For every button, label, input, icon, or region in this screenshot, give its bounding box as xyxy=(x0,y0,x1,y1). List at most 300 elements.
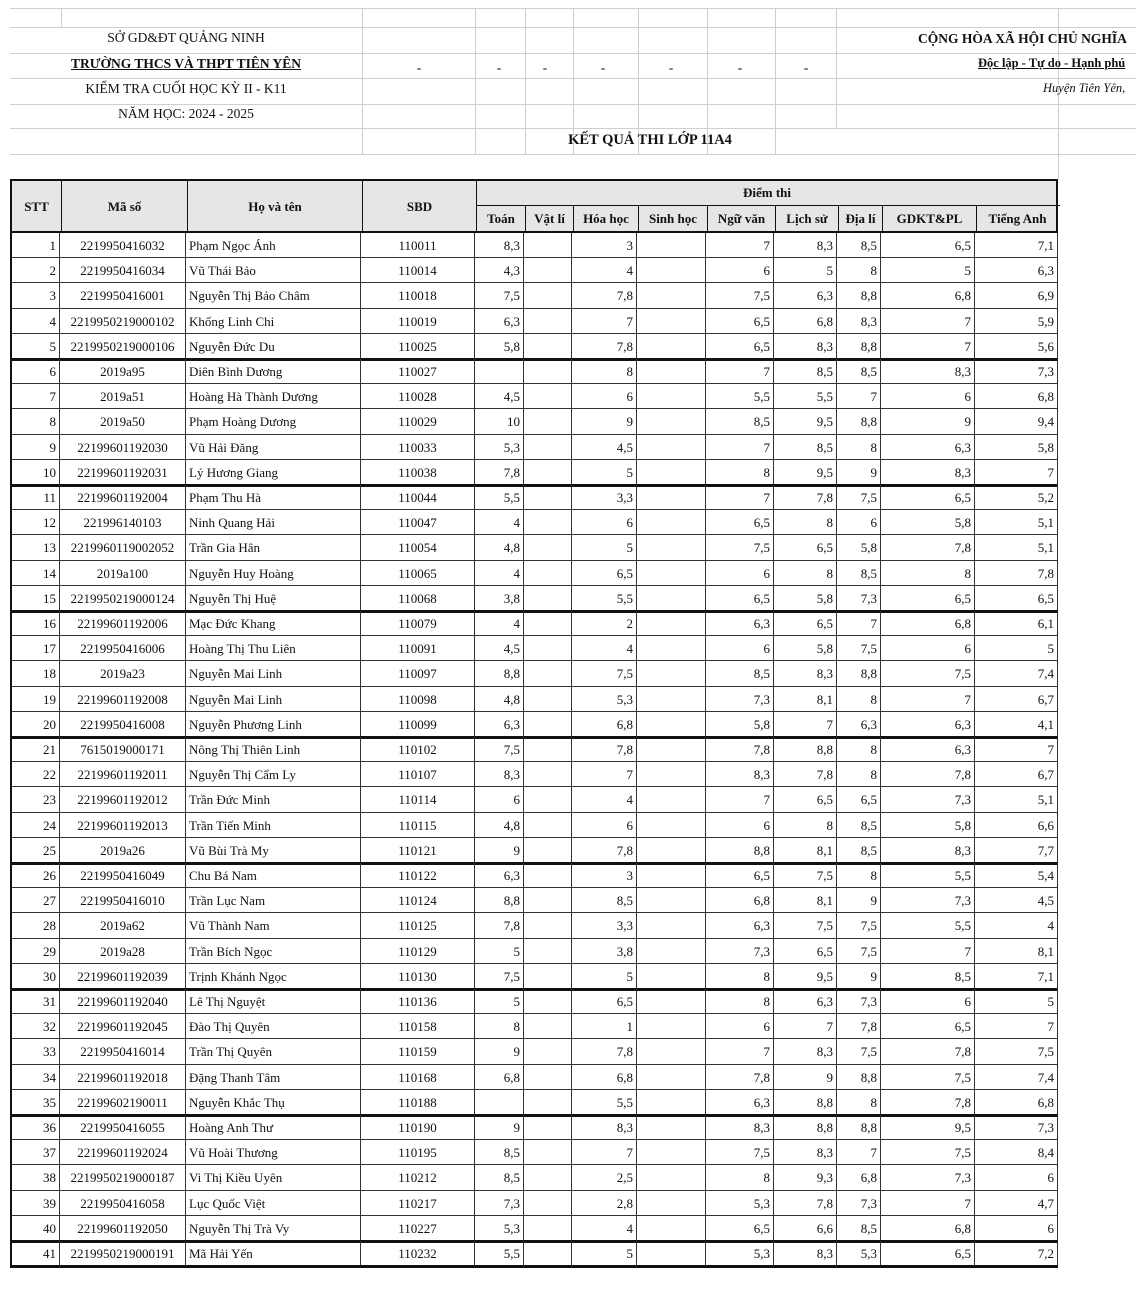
cell-history: 7,8 xyxy=(774,762,837,787)
cell-student-id: 2219950416049 xyxy=(60,863,186,888)
cell-physics xyxy=(524,510,572,535)
cell-physics xyxy=(524,838,572,863)
cell-history: 6,8 xyxy=(774,309,837,334)
cell-sbd: 110168 xyxy=(361,1065,475,1090)
cell-physics xyxy=(524,888,572,913)
cell-physics xyxy=(524,1165,572,1190)
cell-chemistry: 2 xyxy=(572,611,637,636)
cell-biology xyxy=(637,435,706,460)
cell-civics: 7 xyxy=(881,1191,975,1216)
cell-chemistry: 7,5 xyxy=(572,661,637,686)
cell-sbd: 110097 xyxy=(361,661,475,686)
table-row xyxy=(10,838,1058,863)
cell-history: 5,5 xyxy=(774,384,837,409)
cell-geography: 6 xyxy=(837,510,881,535)
cell-full-name: Nguyễn Thị Bảo Châm xyxy=(186,283,361,308)
cell-english: 4,1 xyxy=(975,712,1058,737)
cell-english: 9,4 xyxy=(975,409,1058,434)
cell-physics xyxy=(524,611,572,636)
cell-sbd: 110025 xyxy=(361,334,475,359)
cell-physics xyxy=(524,1014,572,1039)
cell-english: 5,1 xyxy=(975,787,1058,812)
cell-geography: 9 xyxy=(837,460,881,485)
cell-geography: 8,8 xyxy=(837,283,881,308)
cell-geography: 8,5 xyxy=(837,813,881,838)
cell-english: 5,8 xyxy=(975,435,1058,460)
table-row xyxy=(10,1065,1058,1090)
cell-geography: 7,5 xyxy=(837,913,881,938)
cell-literature: 8 xyxy=(706,1165,774,1190)
cell-chemistry: 2,5 xyxy=(572,1165,637,1190)
table-row xyxy=(10,561,1058,586)
cell-student-id: 2219960119002052 xyxy=(60,535,186,560)
cell-literature: 7,3 xyxy=(706,687,774,712)
table-row xyxy=(10,384,1058,409)
cell-sbd: 110188 xyxy=(361,1090,475,1115)
table-row xyxy=(10,535,1058,560)
cell-geography: 7,5 xyxy=(837,636,881,661)
cell-sbd: 110038 xyxy=(361,460,475,485)
cell-stt: 2 xyxy=(10,258,60,283)
cell-full-name: Lý Hương Giang xyxy=(186,460,361,485)
cell-history: 8,3 xyxy=(774,1140,837,1165)
cell-civics: 7,5 xyxy=(881,661,975,686)
cell-chemistry: 9 xyxy=(572,409,637,434)
table-row xyxy=(10,863,1058,888)
cell-geography: 8,8 xyxy=(837,334,881,359)
table-row xyxy=(10,359,1058,384)
table-row xyxy=(10,888,1058,913)
cell-english: 4,7 xyxy=(975,1191,1058,1216)
table-row xyxy=(10,611,1058,636)
cell-physics xyxy=(524,1039,572,1064)
cell-chemistry: 5 xyxy=(572,1241,637,1266)
dash-mark: - xyxy=(416,60,422,75)
cell-stt: 22 xyxy=(10,762,60,787)
cell-math: 4 xyxy=(475,561,524,586)
cell-sbd: 110121 xyxy=(361,838,475,863)
cell-geography: 7,3 xyxy=(837,1191,881,1216)
cell-history: 6,5 xyxy=(774,611,837,636)
cell-english: 4,5 xyxy=(975,888,1058,913)
cell-full-name: Trần Bích Ngọc xyxy=(186,939,361,964)
cell-civics: 7,8 xyxy=(881,535,975,560)
cell-civics: 9,5 xyxy=(881,1115,975,1140)
table-row xyxy=(10,334,1058,359)
cell-literature: 7 xyxy=(706,1039,774,1064)
cell-stt: 33 xyxy=(10,1039,60,1064)
cell-stt: 29 xyxy=(10,939,60,964)
cell-student-id: 2019a51 xyxy=(60,384,186,409)
grid-line xyxy=(10,154,1136,155)
cell-math: 5,8 xyxy=(475,334,524,359)
cell-math: 3,8 xyxy=(475,586,524,611)
cell-sbd: 110054 xyxy=(361,535,475,560)
cell-sbd: 110195 xyxy=(361,1140,475,1165)
cell-biology xyxy=(637,334,706,359)
cell-literature: 6,8 xyxy=(706,888,774,913)
cell-sbd: 110158 xyxy=(361,1014,475,1039)
cell-math: 5,5 xyxy=(475,485,524,510)
cell-stt: 32 xyxy=(10,1014,60,1039)
cell-sbd: 110114 xyxy=(361,787,475,812)
cell-stt: 16 xyxy=(10,611,60,636)
cell-math: 4,8 xyxy=(475,813,524,838)
cell-history: 7,8 xyxy=(774,1191,837,1216)
table-row xyxy=(10,762,1058,787)
cell-physics xyxy=(524,989,572,1014)
cell-biology xyxy=(637,359,706,384)
school-year: NĂM HỌC: 2024 - 2025 xyxy=(118,106,254,121)
cell-physics xyxy=(524,712,572,737)
cell-physics xyxy=(524,1241,572,1266)
cell-history: 7,8 xyxy=(774,485,837,510)
dash-mark: - xyxy=(737,60,743,75)
cell-physics xyxy=(524,964,572,989)
cell-biology xyxy=(637,283,706,308)
cell-geography: 8,5 xyxy=(837,838,881,863)
table-row xyxy=(10,586,1058,611)
cell-physics xyxy=(524,787,572,812)
cell-geography: 8 xyxy=(837,435,881,460)
cell-literature: 7 xyxy=(706,359,774,384)
cell-physics xyxy=(524,485,572,510)
cell-biology xyxy=(637,712,706,737)
cell-history: 8 xyxy=(774,813,837,838)
cell-student-id: 2019a100 xyxy=(60,561,186,586)
cell-chemistry: 7,8 xyxy=(572,334,637,359)
cell-student-id: 2219950219000102 xyxy=(60,309,186,334)
cell-literature: 6 xyxy=(706,561,774,586)
cell-civics: 8,3 xyxy=(881,838,975,863)
cell-math: 9 xyxy=(475,838,524,863)
cell-civics: 5,8 xyxy=(881,510,975,535)
cell-biology xyxy=(637,1115,706,1140)
page-title: KẾT QUẢ THI LỚP 11A4 xyxy=(568,132,732,148)
cell-chemistry: 7 xyxy=(572,762,637,787)
header-physics: Vật lí xyxy=(534,211,565,226)
table-row xyxy=(10,233,1058,258)
header-english: Tiếng Anh xyxy=(988,211,1047,226)
cell-english: 5,1 xyxy=(975,510,1058,535)
cell-literature: 7 xyxy=(706,233,774,258)
cell-sbd: 110107 xyxy=(361,762,475,787)
cell-history: 9 xyxy=(774,1065,837,1090)
cell-english: 8,1 xyxy=(975,939,1058,964)
cell-stt: 14 xyxy=(10,561,60,586)
cell-full-name: Nguyễn Mai Linh xyxy=(186,687,361,712)
cell-stt: 5 xyxy=(10,334,60,359)
cell-sbd: 110065 xyxy=(361,561,475,586)
cell-geography: 5,3 xyxy=(837,1241,881,1266)
cell-physics xyxy=(524,384,572,409)
cell-geography: 6,5 xyxy=(837,787,881,812)
cell-full-name: Vi Thị Kiều Uyên xyxy=(186,1165,361,1190)
cell-history: 6,5 xyxy=(774,535,837,560)
cell-physics xyxy=(524,409,572,434)
cell-full-name: Đào Thị Quyên xyxy=(186,1014,361,1039)
table-row xyxy=(10,409,1058,434)
cell-physics xyxy=(524,737,572,762)
cell-civics: 6,8 xyxy=(881,283,975,308)
cell-literature: 8 xyxy=(706,989,774,1014)
cell-literature: 7,8 xyxy=(706,737,774,762)
cell-geography: 8 xyxy=(837,863,881,888)
cell-student-id: 221996140103 xyxy=(60,510,186,535)
cell-history: 8,3 xyxy=(774,233,837,258)
cell-student-id: 22199601192050 xyxy=(60,1216,186,1241)
cell-math: 7,3 xyxy=(475,1191,524,1216)
cell-student-id: 2219950219000191 xyxy=(60,1241,186,1266)
table-row xyxy=(10,485,1058,510)
cell-student-id: 22199601192030 xyxy=(60,435,186,460)
cell-literature: 8,8 xyxy=(706,838,774,863)
cell-physics xyxy=(524,283,572,308)
cell-history: 8,1 xyxy=(774,838,837,863)
cell-student-id: 22199601192045 xyxy=(60,1014,186,1039)
cell-stt: 3 xyxy=(10,283,60,308)
cell-full-name: Mạc Đức Khang xyxy=(186,611,361,636)
cell-civics: 8,5 xyxy=(881,964,975,989)
cell-civics: 6 xyxy=(881,384,975,409)
cell-math: 8,5 xyxy=(475,1165,524,1190)
cell-english: 5,4 xyxy=(975,863,1058,888)
cell-geography: 8 xyxy=(837,762,881,787)
cell-student-id: 22199601192024 xyxy=(60,1140,186,1165)
dash-mark: - xyxy=(600,60,606,75)
cell-english: 7,7 xyxy=(975,838,1058,863)
cell-sbd: 110018 xyxy=(361,283,475,308)
cell-chemistry: 4 xyxy=(572,636,637,661)
cell-geography: 7,8 xyxy=(837,1014,881,1039)
cell-civics: 7 xyxy=(881,687,975,712)
cell-civics: 6,5 xyxy=(881,586,975,611)
cell-sbd: 110014 xyxy=(361,258,475,283)
cell-literature: 8,5 xyxy=(706,661,774,686)
cell-sbd: 110217 xyxy=(361,1191,475,1216)
cell-student-id: 2019a28 xyxy=(60,939,186,964)
cell-geography: 7 xyxy=(837,1140,881,1165)
header-sbd: SBD xyxy=(406,199,433,214)
cell-english: 7 xyxy=(975,1014,1058,1039)
cell-chemistry: 3,3 xyxy=(572,485,637,510)
cell-biology xyxy=(637,1165,706,1190)
cell-student-id: 2219950416008 xyxy=(60,712,186,737)
cell-geography: 8 xyxy=(837,737,881,762)
table-row xyxy=(10,1140,1058,1165)
cell-english: 7,5 xyxy=(975,1039,1058,1064)
cell-english: 7,2 xyxy=(975,1241,1058,1266)
cell-student-id: 22199601192004 xyxy=(60,485,186,510)
cell-physics xyxy=(524,258,572,283)
cell-math: 5,3 xyxy=(475,1216,524,1241)
cell-history: 5,8 xyxy=(774,636,837,661)
cell-literature: 6,5 xyxy=(706,334,774,359)
dash-mark: - xyxy=(803,60,809,75)
table-row xyxy=(10,435,1058,460)
table-header xyxy=(10,179,1058,233)
cell-student-id: 2019a95 xyxy=(60,359,186,384)
cell-civics: 5,5 xyxy=(881,863,975,888)
cell-biology xyxy=(637,535,706,560)
cell-civics: 7,8 xyxy=(881,1090,975,1115)
cell-sbd: 110068 xyxy=(361,586,475,611)
cell-literature: 8,3 xyxy=(706,762,774,787)
cell-biology xyxy=(637,1216,706,1241)
cell-history: 6,3 xyxy=(774,989,837,1014)
cell-student-id: 2219950416058 xyxy=(60,1191,186,1216)
cell-physics xyxy=(524,1191,572,1216)
cell-full-name: Nguyễn Thị Trà Vy xyxy=(186,1216,361,1241)
cell-civics: 8,3 xyxy=(881,359,975,384)
header-student-id: Mã số xyxy=(107,199,142,214)
cell-history: 7 xyxy=(774,712,837,737)
table-row xyxy=(10,460,1058,485)
cell-sbd: 110019 xyxy=(361,309,475,334)
cell-stt: 26 xyxy=(10,863,60,888)
cell-biology xyxy=(637,838,706,863)
cell-physics xyxy=(524,636,572,661)
cell-civics: 5,8 xyxy=(881,813,975,838)
cell-history: 6,5 xyxy=(774,787,837,812)
cell-literature: 8 xyxy=(706,964,774,989)
cell-biology xyxy=(637,863,706,888)
cell-civics: 8 xyxy=(881,561,975,586)
cell-sbd: 110122 xyxy=(361,863,475,888)
cell-chemistry: 1 xyxy=(572,1014,637,1039)
cell-stt: 31 xyxy=(10,989,60,1014)
cell-math: 7,5 xyxy=(475,964,524,989)
cell-stt: 12 xyxy=(10,510,60,535)
cell-biology xyxy=(637,1191,706,1216)
cell-literature: 7,8 xyxy=(706,1065,774,1090)
cell-chemistry: 4,5 xyxy=(572,435,637,460)
cell-full-name: Nguyễn Thị Huệ xyxy=(186,586,361,611)
cell-sbd: 110044 xyxy=(361,485,475,510)
cell-literature: 6,3 xyxy=(706,1090,774,1115)
cell-math: 8 xyxy=(475,1014,524,1039)
cell-student-id: 22199601192011 xyxy=(60,762,186,787)
cell-math: 8,8 xyxy=(475,888,524,913)
department-name: SỞ GD&ĐT QUẢNG NINH xyxy=(107,30,265,45)
cell-chemistry: 5,3 xyxy=(572,687,637,712)
cell-student-id: 22199601192012 xyxy=(60,787,186,812)
cell-english: 7,4 xyxy=(975,661,1058,686)
cell-student-id: 22199601192006 xyxy=(60,611,186,636)
cell-full-name: Ninh Quang Hải xyxy=(186,510,361,535)
school-name: TRƯỜNG THCS VÀ THPT TIÊN YÊN xyxy=(71,56,301,71)
cell-civics: 5,5 xyxy=(881,913,975,938)
cell-student-id: 22199601192031 xyxy=(60,460,186,485)
cell-chemistry: 7 xyxy=(572,309,637,334)
cell-math: 7,8 xyxy=(475,913,524,938)
cell-student-id: 2219950416032 xyxy=(60,233,186,258)
cell-chemistry: 6,8 xyxy=(572,712,637,737)
cell-sbd: 110124 xyxy=(361,888,475,913)
cell-civics: 6,5 xyxy=(881,485,975,510)
cell-civics: 7,5 xyxy=(881,1140,975,1165)
cell-english: 7,3 xyxy=(975,359,1058,384)
cell-stt: 34 xyxy=(10,1065,60,1090)
cell-geography: 7 xyxy=(837,384,881,409)
cell-biology xyxy=(637,939,706,964)
header-scores-group: Điểm thi xyxy=(742,185,792,200)
cell-geography: 8,5 xyxy=(837,561,881,586)
cell-biology xyxy=(637,762,706,787)
cell-history: 8,5 xyxy=(774,359,837,384)
cell-math: 8,3 xyxy=(475,762,524,787)
cell-geography: 7 xyxy=(837,611,881,636)
cell-math: 6,3 xyxy=(475,863,524,888)
cell-full-name: Diên Bình Dương xyxy=(186,359,361,384)
cell-english: 5 xyxy=(975,636,1058,661)
cell-physics xyxy=(524,460,572,485)
cell-literature: 5,5 xyxy=(706,384,774,409)
cell-geography: 8,5 xyxy=(837,359,881,384)
cell-math: 7,8 xyxy=(475,460,524,485)
cell-biology xyxy=(637,964,706,989)
cell-geography: 8,5 xyxy=(837,1216,881,1241)
cell-sbd: 110159 xyxy=(361,1039,475,1064)
cell-civics: 6,5 xyxy=(881,233,975,258)
table-row xyxy=(10,636,1058,661)
cell-stt: 4 xyxy=(10,309,60,334)
cell-biology xyxy=(637,989,706,1014)
cell-math: 7,5 xyxy=(475,283,524,308)
cell-sbd: 110033 xyxy=(361,435,475,460)
header-full-name: Họ và tên xyxy=(248,199,302,214)
cell-student-id: 2219950416055 xyxy=(60,1115,186,1140)
cell-geography: 7,5 xyxy=(837,485,881,510)
cell-chemistry: 3,3 xyxy=(572,913,637,938)
header-math: Toán xyxy=(487,211,515,226)
cell-biology xyxy=(637,787,706,812)
cell-math: 4,5 xyxy=(475,384,524,409)
republic-name: CỘNG HÒA XÃ HỘI CHỦ NGHĨA xyxy=(918,31,1127,46)
cell-chemistry: 5,5 xyxy=(572,586,637,611)
cell-sbd: 110099 xyxy=(361,712,475,737)
cell-history: 8,3 xyxy=(774,1241,837,1266)
cell-civics: 7,3 xyxy=(881,888,975,913)
cell-geography: 7,3 xyxy=(837,989,881,1014)
cell-sbd: 110129 xyxy=(361,939,475,964)
cell-english: 6 xyxy=(975,1165,1058,1190)
table-row xyxy=(10,1039,1058,1064)
cell-geography: 6,8 xyxy=(837,1165,881,1190)
cell-student-id: 7615019000171 xyxy=(60,737,186,762)
cell-full-name: Hoàng Thị Thu Liên xyxy=(186,636,361,661)
cell-stt: 24 xyxy=(10,813,60,838)
cell-history: 7,5 xyxy=(774,863,837,888)
cell-history: 8 xyxy=(774,561,837,586)
cell-english: 5,6 xyxy=(975,334,1058,359)
cell-geography: 9 xyxy=(837,888,881,913)
cell-math: 5 xyxy=(475,989,524,1014)
cell-physics xyxy=(524,535,572,560)
cell-history: 7 xyxy=(774,1014,837,1039)
cell-civics: 8,3 xyxy=(881,460,975,485)
cell-civics: 7,5 xyxy=(881,1065,975,1090)
header-civics: GDKT&PL xyxy=(896,211,963,226)
table-row xyxy=(10,510,1058,535)
cell-stt: 20 xyxy=(10,712,60,737)
cell-student-id: 2219950416006 xyxy=(60,636,186,661)
cell-chemistry: 7,8 xyxy=(572,1039,637,1064)
cell-full-name: Nguyễn Mai Linh xyxy=(186,661,361,686)
table-row xyxy=(10,813,1058,838)
cell-physics xyxy=(524,334,572,359)
cell-history: 6,5 xyxy=(774,939,837,964)
